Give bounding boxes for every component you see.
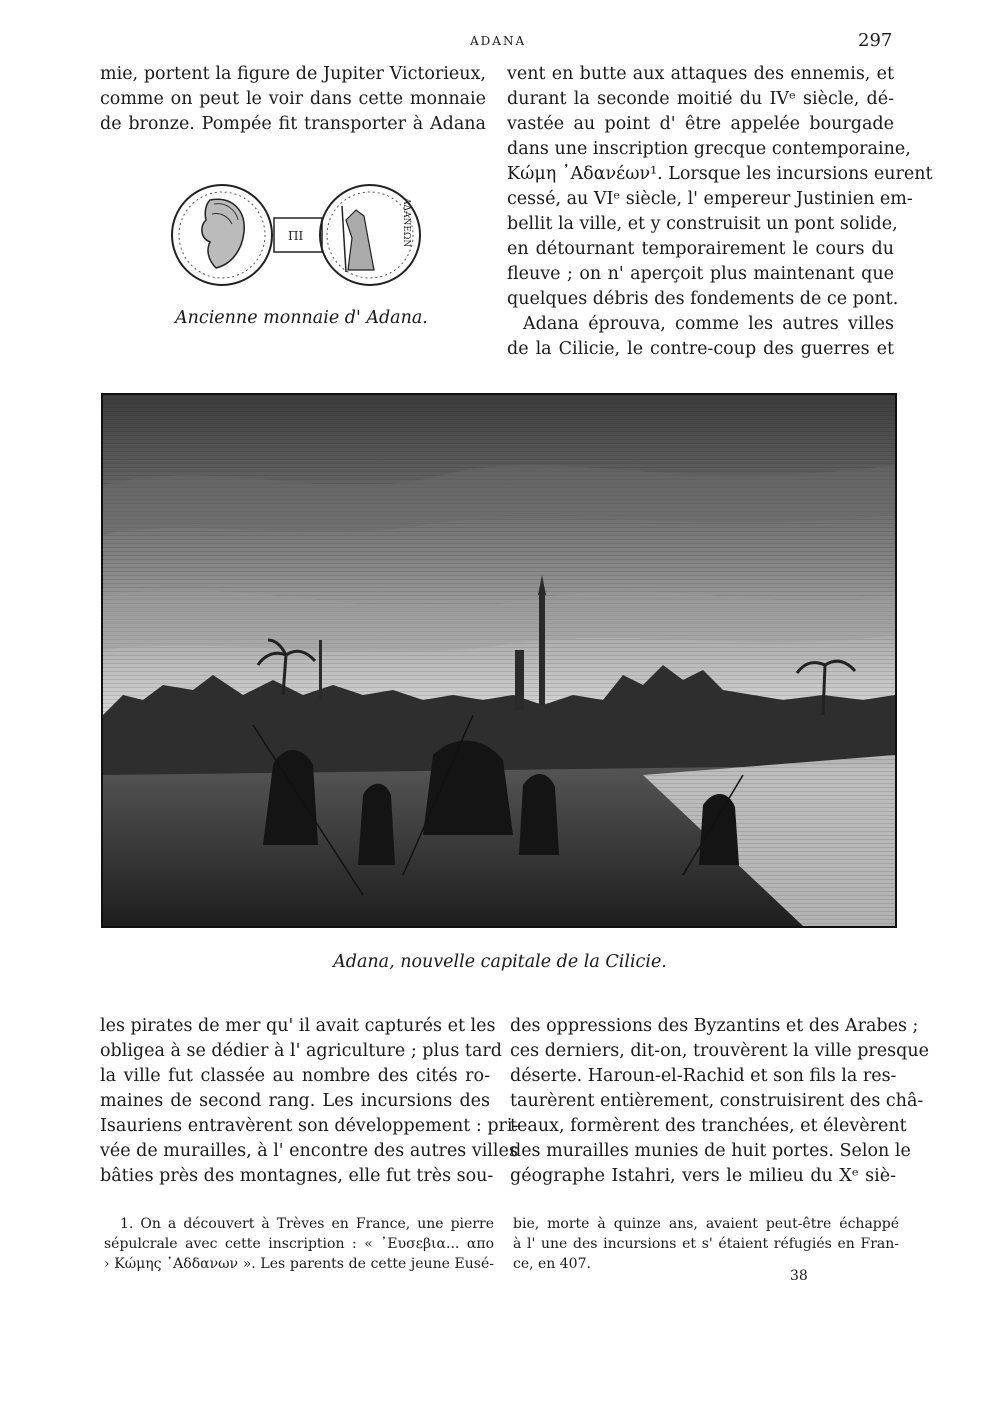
left-column-top — [100, 62, 486, 137]
text-line: vée de murailles, à l' encontre des autres villes — [100, 1141, 518, 1161]
text-line: Κώμη ᾽Αδανέων¹. Lorsque les incursions eurent — [507, 164, 933, 184]
right-column-top — [507, 62, 933, 362]
coin-caption: Ancienne monnaie d' Adana. — [175, 308, 428, 328]
footnote-line: à l' une des incursions et s' étaient réfugiés en Fran- — [513, 1236, 899, 1252]
footnote-line: ce, en 407. — [513, 1256, 591, 1272]
left-column-bottom — [100, 1014, 519, 1189]
adana-cityscape-image — [103, 395, 895, 926]
footnote-left — [104, 1214, 494, 1274]
text-line: fleuve ; on n' aperçoit plus maintenant que — [507, 264, 894, 284]
text-line: de la Cilicie, le contre-coup des guerres et — [507, 339, 894, 359]
footnote-line: 1. On a découvert à Trèves en France, une pierre — [120, 1216, 494, 1232]
text-line: des murailles munies de huit portes. Selon le — [510, 1141, 911, 1161]
text-line: obligea à se dédier à l' agriculture ; plus tard — [100, 1041, 502, 1061]
footnote-right — [513, 1214, 899, 1274]
text-line: de bronze. Pompée fit transporter à Adana — [100, 114, 486, 134]
text-line: comme on peut le voir dans cette monnaie — [100, 89, 486, 109]
footnote-line: bie, morte à quinze ans, avaient peut-être échappé — [513, 1216, 899, 1232]
text-line: ces derniers, dit-on, trouvèrent la ville presque — [510, 1041, 929, 1061]
illustration-caption: Adana, nouvelle capitale de la Cilicie. — [333, 952, 667, 972]
signature-mark: 38 — [790, 1268, 808, 1284]
text-line: géographe Istahri, vers le milieu du Xᵉ siè- — [510, 1166, 896, 1186]
text-line: cessé, au VIᵉ siècle, l' empereur Justinien em- — [507, 189, 913, 209]
text-line: la ville fut classée au nombre des cités ro- — [100, 1066, 490, 1086]
text-line: vent en butte aux attaques des ennemis, et — [507, 64, 894, 84]
text-line: des oppressions des Byzantins et des Arabes ; — [510, 1016, 919, 1036]
text-line: durant la seconde moitié du IVᵉ siècle, dé- — [507, 89, 894, 109]
text-line: teaux, formèrent des tranchées, et élevèrent — [510, 1116, 907, 1136]
text-line: déserte. Haroun-el-Rachid et son fils la res- — [510, 1066, 897, 1086]
footnote-line: sépulcrale avec cette inscription : « ᾽Ευσεβια... απο — [104, 1236, 494, 1252]
text-line: bellit la ville, et y construisit un pont solide, — [507, 214, 898, 234]
coin-inscription: ΑΔΑΝΕΩΝ — [401, 198, 411, 248]
engraving-illustration — [101, 393, 897, 928]
footnote-line: › Κώμης ᾽Αδδανων ». Les parents de cette jeune Eusé- — [104, 1256, 494, 1272]
text-line: dans une inscription grecque contemporaine, — [507, 139, 911, 159]
text-line: maines de second rang. Les incursions des — [100, 1091, 490, 1111]
text-line: taurèrent entièrement, construisirent des châ- — [510, 1091, 924, 1111]
text-line: mie, portent la figure de Jupiter Victorieux, — [100, 64, 486, 84]
text-line: en détournant temporairement le cours du — [507, 239, 894, 259]
right-column-bottom — [510, 1014, 929, 1189]
text-line: Isauriens entravèrent son développement : pri- — [100, 1116, 519, 1136]
text-line: quelques débris des fondements de ce pont. — [507, 289, 899, 309]
coin-mark: ПІ — [288, 229, 304, 243]
running-header: ADANA — [470, 34, 527, 48]
coin-illustration — [170, 180, 430, 290]
page-number: 297 — [858, 30, 893, 51]
text-line: les pirates de mer qu' il avait capturés et les — [100, 1016, 496, 1036]
text-line: Adana éprouva, comme les autres villes — [523, 314, 894, 334]
text-line: bâties près des montagnes, elle fut très sou- — [100, 1166, 494, 1186]
text-line: vastée au point d' être appelée bourgade — [507, 114, 894, 134]
